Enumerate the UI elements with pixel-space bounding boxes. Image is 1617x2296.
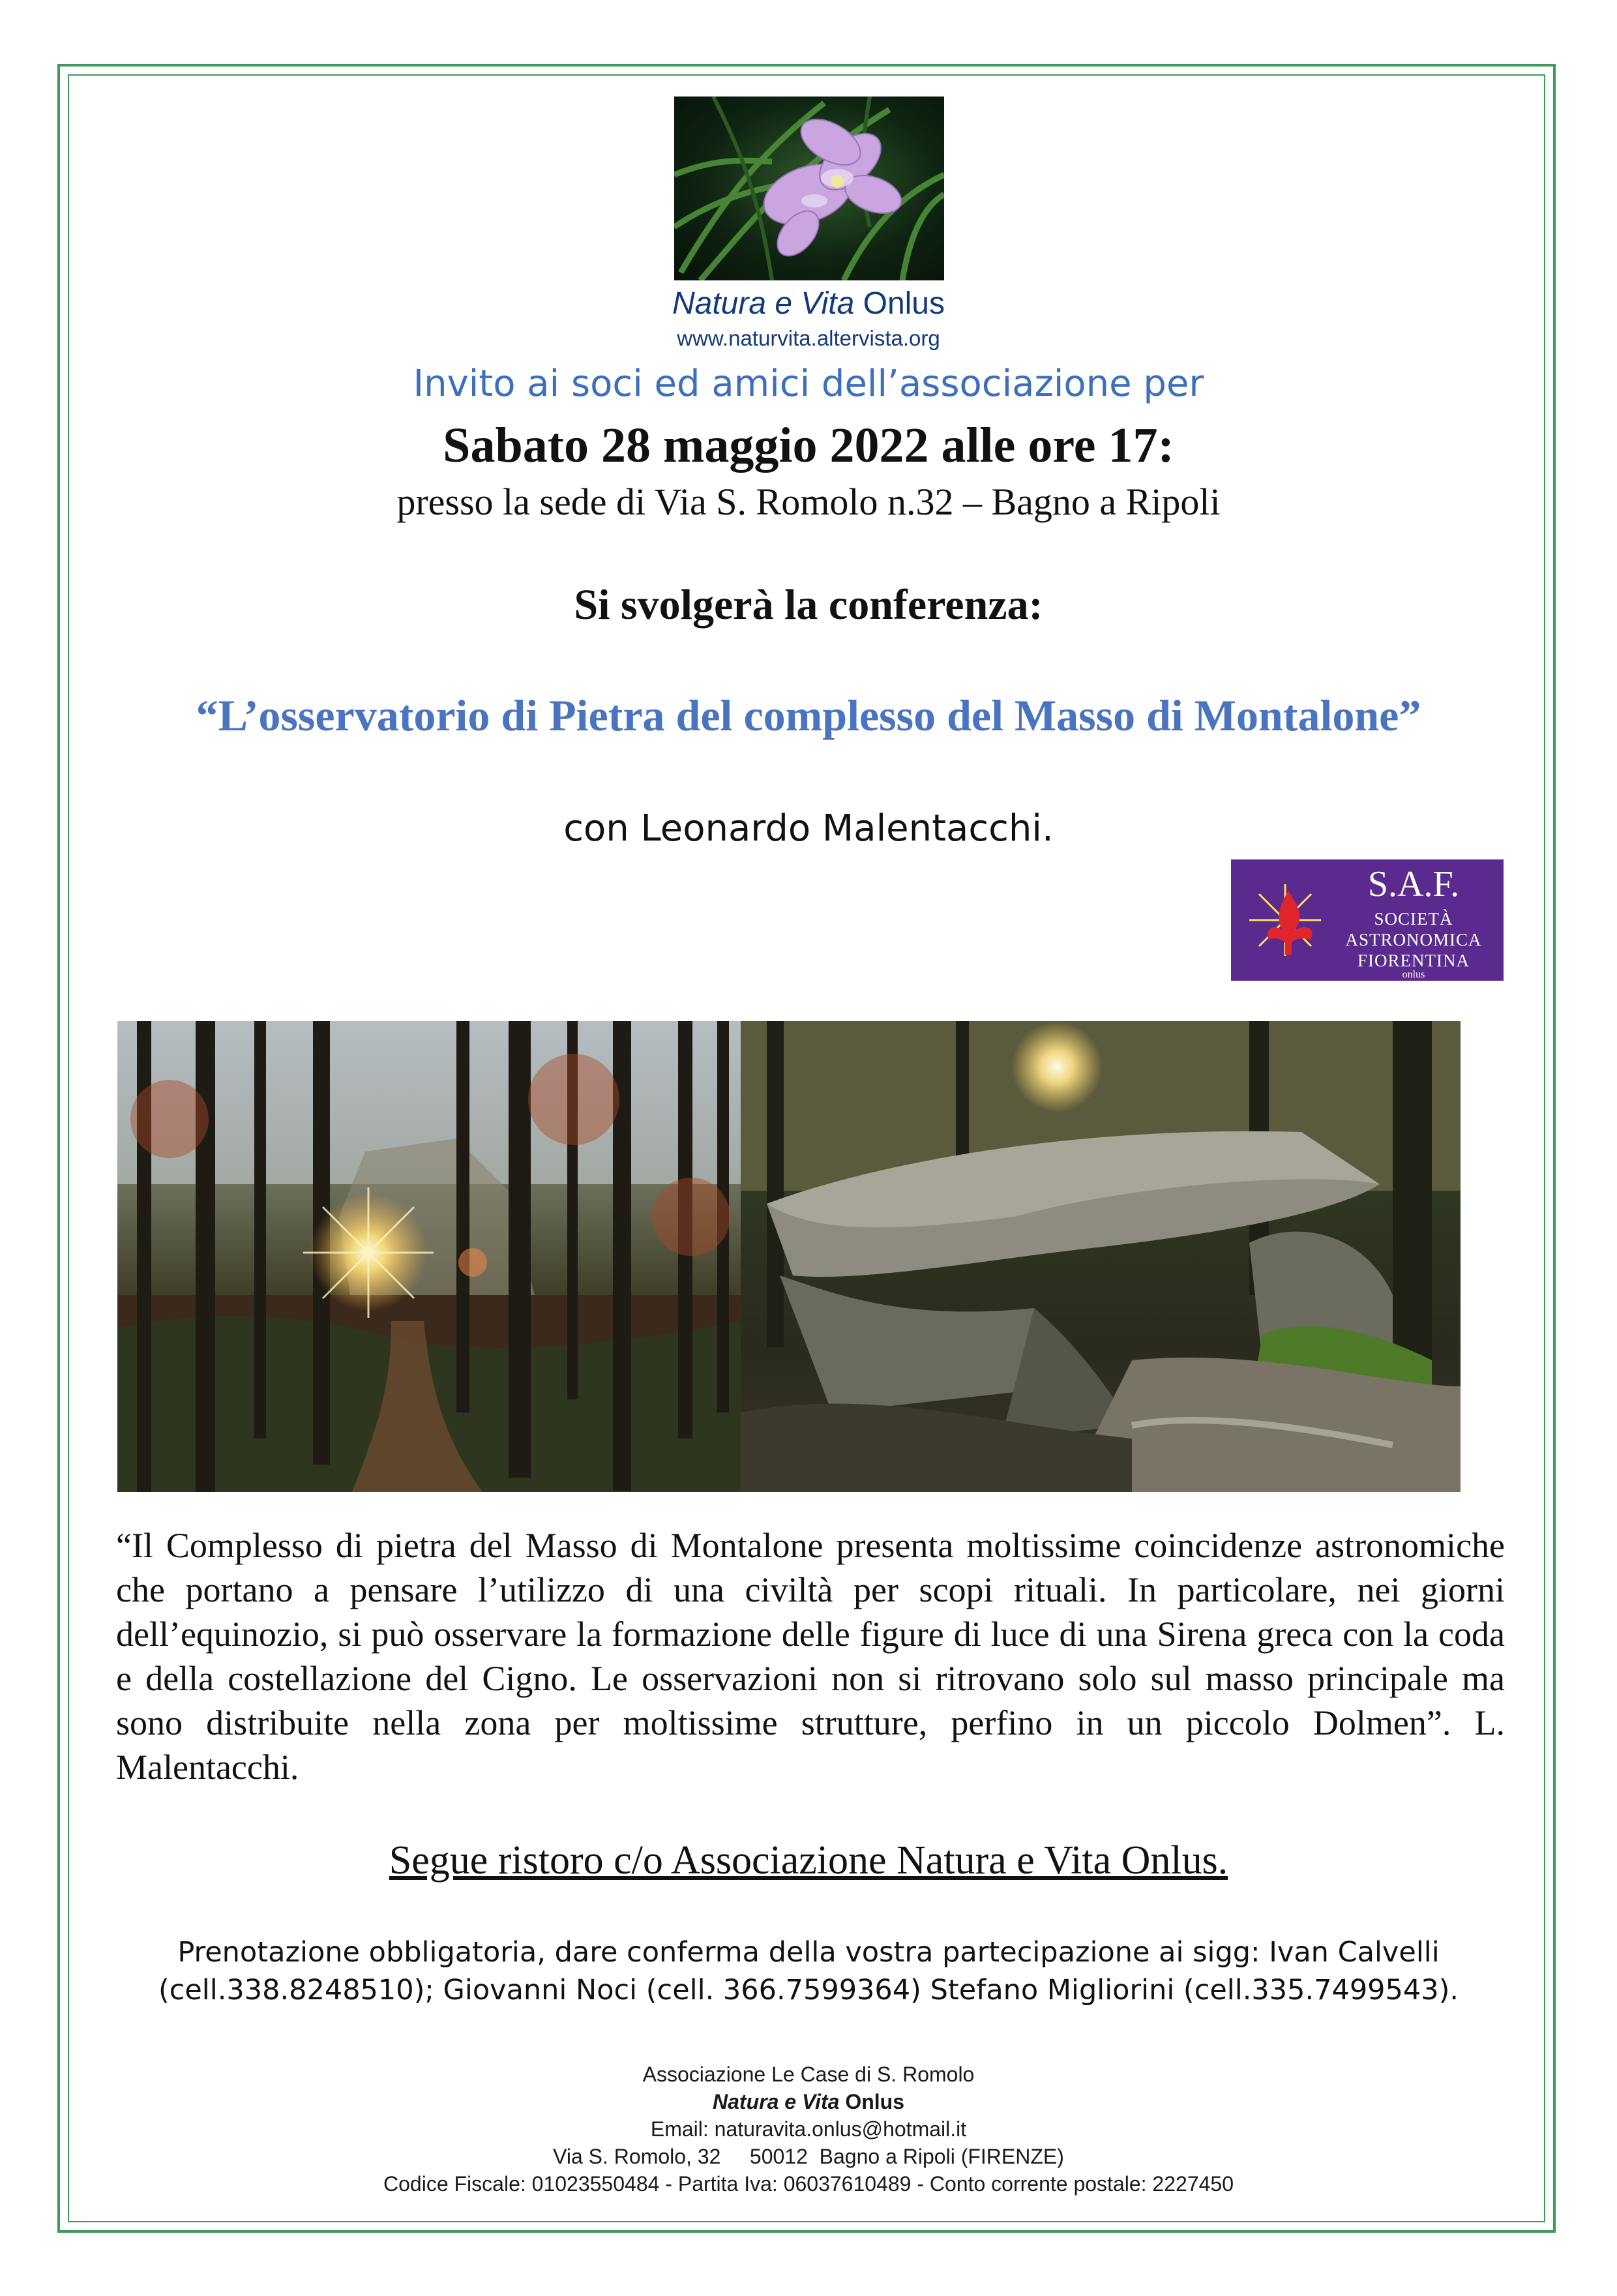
- saf-star-lily-icon: [1243, 878, 1328, 962]
- footer-association: Associazione Le Case di S. Romolo: [642, 2063, 975, 2086]
- footer-fiscal: Codice Fiscale: 01023550484 - Partita Iva: 06037610489 - Conto corrente postale: 2227450: [383, 2172, 1234, 2196]
- association-website: www.naturvita.altervista.org: [677, 326, 940, 350]
- footer-name: [0, 2090, 1617, 2114]
- talk-title: “L’osservatorio di Pietra del complesso del Masso di Montalone”: [196, 691, 1421, 740]
- footer-address: Via S. Romolo, 32 50012 Bagno a Ripoli (FIRENZE): [553, 2145, 1064, 2168]
- booking-info: Prenotazione obbligatoria, dare conferma della vostra partecipazione ai sigg: Ivan Calvelli (cell.338.8248510); Giovanni Noci (cell. 366.7599364) Stefano Migliorini (cell.335.7499543).: [158, 1936, 1459, 2006]
- saf-line-3: FIORENTINA: [1357, 951, 1470, 970]
- speaker-line: con Leonardo Malentacchi.: [563, 807, 1054, 850]
- footer-name-italic: Natura e Vita: [713, 2090, 840, 2113]
- saf-line-1: SOCIETÀ: [1374, 909, 1453, 929]
- association-name-italic: Natura e Vita: [672, 286, 855, 321]
- footer-name-suffix: Onlus: [839, 2090, 904, 2113]
- saf-line-2: ASTRONOMICA: [1345, 930, 1482, 949]
- footer-email: Email: naturavita.onlus@hotmail.it: [650, 2117, 967, 2141]
- saf-acronym: S.A.F.: [1367, 864, 1460, 904]
- forest-sunset-photo: [117, 1021, 741, 1492]
- quote-paragraph: “Il Complesso di pietra del Masso di Montalone presenta moltissime coincidenze astronomiche che portano a pensare l’utilizzo di una civiltà per scopi rituali. In particolare, nei giorni dell’equinozio, si può osservare la formazione delle figure di luce di una Sirena greca con la coda e della costellazione del Cigno. Le osservazioni non si ritrovano solo sul masso principale ma sono distribuite nella zona per moltissime strutture, perfino in un piccolo Dolmen”. L. Malentacchi.: [116, 1526, 1505, 1787]
- logo-flower-image: [674, 97, 944, 280]
- saf-onlus: onlus: [1402, 969, 1425, 980]
- dolmen-stone-photo: [741, 1021, 1461, 1492]
- invite-line: Invito ai soci ed amici dell’associazione per: [413, 363, 1204, 405]
- association-name: [0, 286, 1617, 321]
- event-venue: presso la sede di Via S. Romolo n.32 – Bagno a Ripoli: [396, 481, 1221, 523]
- association-name-suffix: Onlus: [854, 286, 945, 321]
- conference-intro: Si svolgerà la conferenza:: [574, 581, 1043, 629]
- event-date: Sabato 28 maggio 2022 alle ore 17:: [443, 418, 1174, 473]
- refreshment-note: Segue ristoro c/o Associazione Natura e Vita Onlus.: [389, 1838, 1228, 1883]
- saf-logo: [1231, 859, 1504, 981]
